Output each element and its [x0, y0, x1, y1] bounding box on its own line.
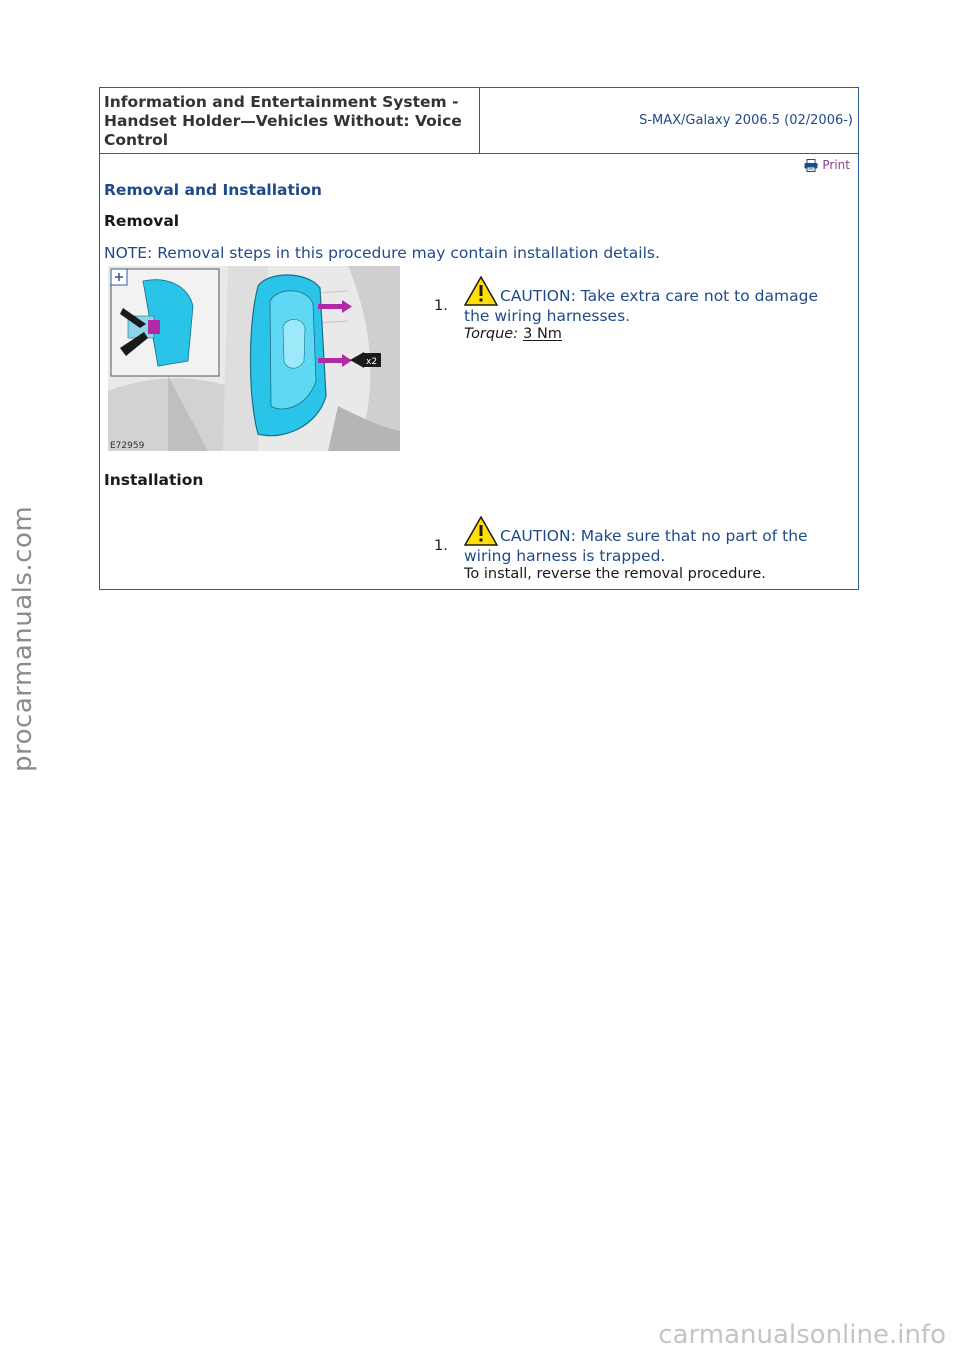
side-watermark: procarmanuals.com	[8, 505, 38, 772]
vehicle-model-text: S-MAX/Galaxy 2006.5 (02/2006-)	[639, 113, 853, 128]
step-number: 1.	[434, 538, 448, 554]
step-body	[464, 516, 834, 582]
caution-text-block	[464, 276, 834, 326]
procedure-document	[99, 87, 859, 590]
document-header	[100, 88, 858, 154]
printer-icon	[804, 159, 818, 172]
vehicle-model	[480, 88, 858, 153]
removal-note: NOTE: Removal steps in this procedure may contain installation details.	[104, 244, 660, 262]
removal-heading: Removal	[104, 212, 180, 230]
print-label: Print	[822, 158, 850, 172]
torque-value[interactable]: 3 Nm	[523, 326, 562, 342]
print-link[interactable]	[804, 158, 850, 172]
section-title: Removal and Installation	[104, 181, 322, 199]
step-body	[464, 276, 834, 342]
warning-triangle-icon	[464, 516, 498, 546]
removal-illustration	[108, 266, 400, 451]
caution-text: CAUTION: Make sure that no part of the wiring harness is trapped.	[464, 527, 808, 565]
warning-triangle-icon	[464, 276, 498, 306]
install-instruction: To install, reverse the removal procedure.	[464, 566, 766, 582]
torque-spec	[464, 326, 834, 342]
step-number: 1.	[434, 298, 448, 314]
caution-text: CAUTION: Take extra care not to damage the wiring harnesses.	[464, 287, 818, 325]
callout-text: x2	[366, 357, 378, 367]
zoom-icon[interactable]	[111, 269, 127, 285]
figure-code: E72959	[110, 441, 145, 451]
torque-label: Torque:	[464, 326, 519, 342]
installation-heading: Installation	[104, 471, 204, 489]
bottom-watermark: carmanualsonline.info	[658, 1320, 946, 1350]
caution-text-block	[464, 516, 834, 566]
handset-holder-illustration	[108, 266, 400, 451]
procedure-title: Information and Entertainment System - Handset Holder—Vehicles Without: Voice Control	[100, 88, 480, 153]
